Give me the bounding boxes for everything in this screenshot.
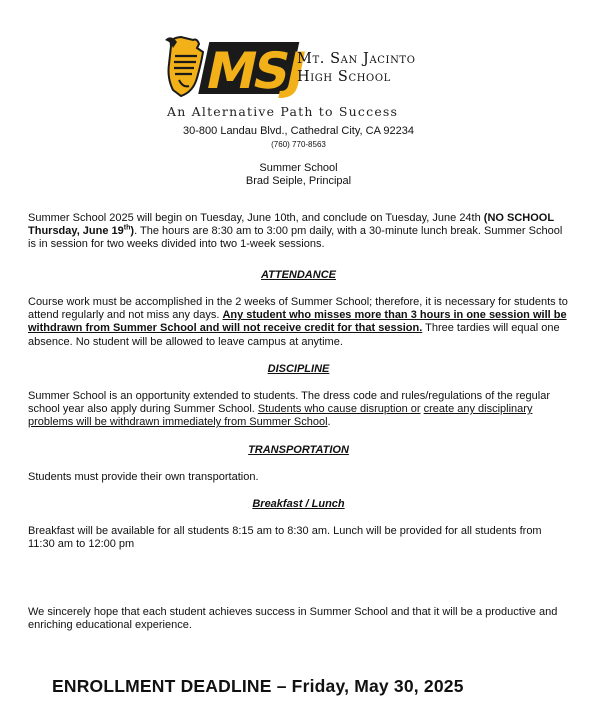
attendance-heading: ATTENDANCE	[261, 269, 336, 281]
intro-paragraph: Summer School 2025 will begin on Tuesday, June 10th, and conclude on Tuesday, June 24th (NO SCHOOL Thursday, June 19th). The hours are 8:30 am to 3:00 pm daily, with a 30-minute lunch break. Summer School is in session for two weeks divided into two 1-week sessions.	[28, 212, 563, 251]
school-address: 30-800 Landau Blvd., Cathedral City, CA 92234	[183, 125, 414, 137]
svg-text:MSJ: MSJ	[200, 41, 309, 100]
transportation-paragraph: Students must provide their own transportation.	[28, 471, 259, 483]
meals-heading: Breakfast / Lunch	[252, 498, 345, 510]
discipline-heading: DISCIPLINE	[267, 363, 330, 375]
meals-paragraph: Breakfast will be available for all students 8:15 am to 8:30 am. Lunch will be provided for all students from 11:30 am to 12:00 pm	[28, 525, 542, 551]
school-name	[297, 50, 416, 86]
msj-letters	[197, 42, 309, 100]
transportation-heading: TRANSPORTATION	[248, 444, 349, 456]
msj-logo	[163, 34, 309, 102]
enrollment-deadline: ENROLLMENT DEADLINE – Friday, May 30, 2025	[52, 676, 464, 696]
attendance-paragraph: Course work must be accomplished in the 2 weeks of Summer School; therefore, it is necessary for students to attend regularly and not miss any days. Any student who misses more than 3 hours in one session will be withdrawn from Summer School and will not receive credit for that session. Three tardies will equal one absence. No student will be allowed to leave campus at anytime.	[28, 296, 568, 348]
school-name-line2: High School	[297, 69, 391, 85]
discipline-paragraph: Summer School is an opportunity extended to students. The dress code and rules/regulations of the regular school year also apply during Summer School. Students who cause disruption or create any disciplinary problems will be withdrawn immediately from Summer School.	[28, 390, 550, 429]
closing-paragraph: We sincerely hope that each student achieves success in Summer School and that it will be a productive and enriching educational experience.	[28, 606, 558, 632]
school-phone: (760) 770-8563	[271, 140, 326, 149]
program-title: Summer School	[259, 162, 338, 174]
program-block	[0, 162, 597, 188]
school-tagline: An Alternative Path to Success	[167, 104, 399, 119]
knight-helmet-icon	[165, 37, 203, 96]
school-name-line1: Mt. San Jacinto	[297, 51, 416, 67]
principal-name: Brad Seiple, Principal	[245, 175, 352, 187]
